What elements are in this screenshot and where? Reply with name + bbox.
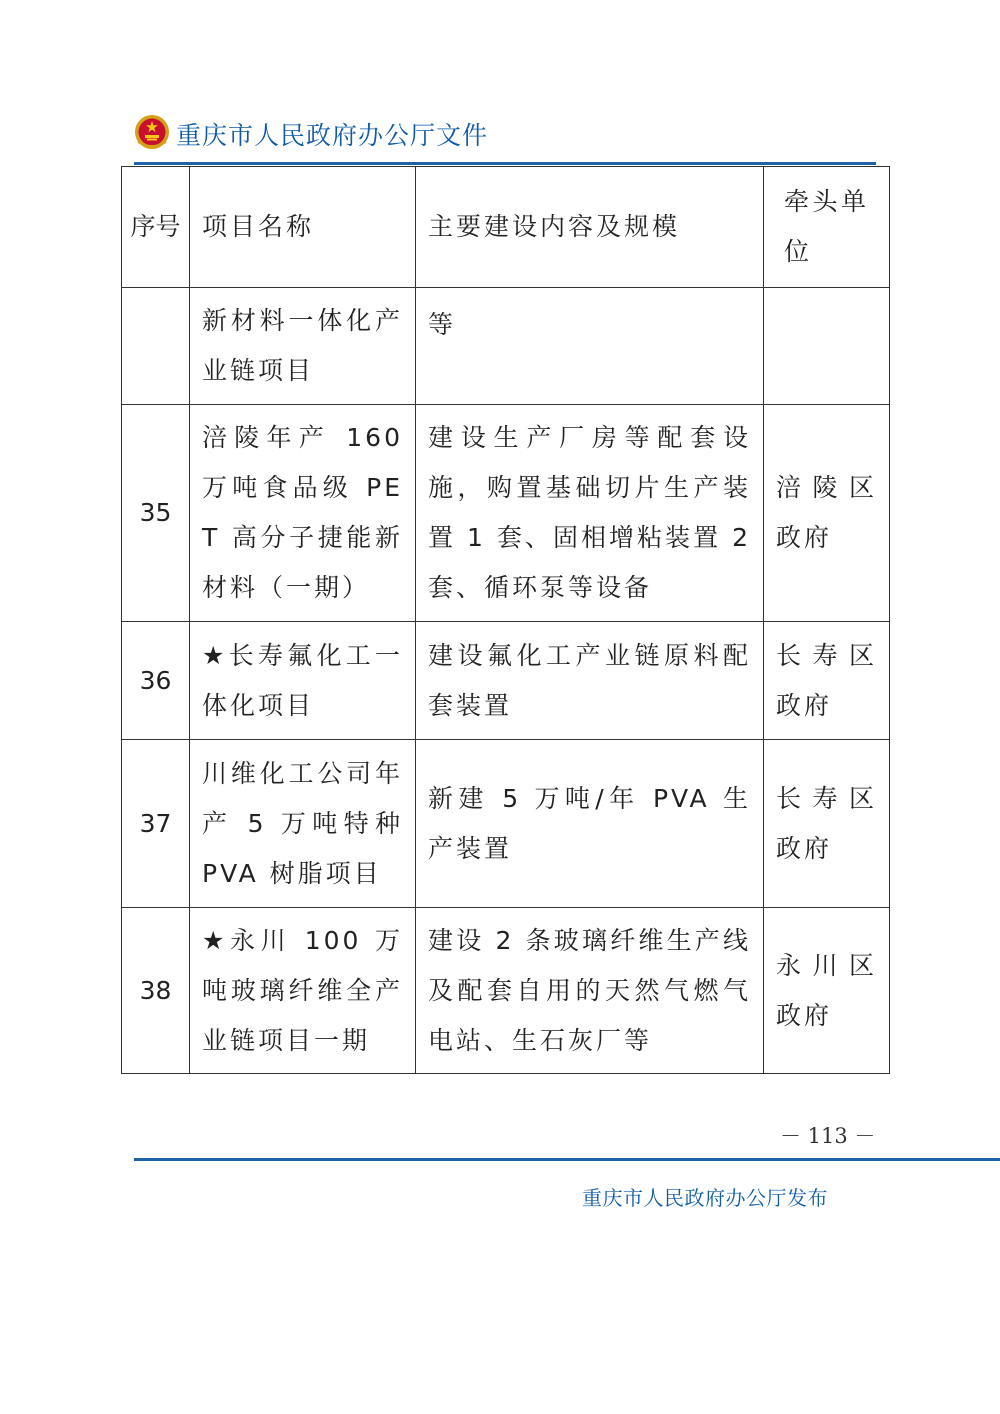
project-table <box>121 166 890 1074</box>
cell-unit: 长寿区政府 <box>764 740 890 908</box>
header-divider <box>134 162 876 165</box>
col-header-unit: 牵头单位 <box>764 167 890 288</box>
col-header-content: 主要建设内容及规模 <box>416 167 764 288</box>
cell-name: ★长寿氟化工一体化项目 <box>190 622 416 740</box>
document-header <box>134 112 894 152</box>
cell-name: 川维化工公司年产 5 万吨特种 PVA 树脂项目 <box>190 740 416 908</box>
cell-no <box>122 288 190 405</box>
cell-unit: 涪陵区政府 <box>764 405 890 622</box>
cell-name: 新材料一体化产业链项目 <box>190 288 416 405</box>
table-row <box>122 908 890 1074</box>
cell-no: 38 <box>122 908 190 1074</box>
cell-content: 新建 5 万吨/年 PVA 生产装置 <box>416 740 764 908</box>
cell-content: 建设生产厂房等配套设施，购置基础切片生产装置 1 套、固相增粘装置 2 套、循环泵等设备 <box>416 405 764 622</box>
cell-unit: 长寿区政府 <box>764 622 890 740</box>
cell-no: 36 <box>122 622 190 740</box>
table-row <box>122 740 890 908</box>
cell-unit <box>764 288 890 405</box>
table-row <box>122 288 890 405</box>
page-number: － 113 － <box>780 1124 876 1148</box>
footer-divider <box>134 1158 1000 1161</box>
cell-unit: 永川区政府 <box>764 908 890 1074</box>
table-header-row <box>122 167 890 288</box>
table-row <box>122 622 890 740</box>
cell-content: 等 <box>416 288 764 405</box>
cell-content: 建设 2 条玻璃纤维生产线及配套自用的天然气燃气电站、生石灰厂等 <box>416 908 764 1074</box>
cell-no: 37 <box>122 740 190 908</box>
cell-name: 涪陵年产 160 万吨食品级 PET 高分子捷能新材料（一期） <box>190 405 416 622</box>
cell-name: ★永川 100 万吨玻璃纤维全产业链项目一期 <box>190 908 416 1074</box>
col-header-no: 序号 <box>122 167 190 288</box>
national-emblem-icon <box>134 114 170 150</box>
header-title: 重庆市人民政府办公厅文件 <box>176 121 489 150</box>
footer-publisher: 重庆市人民政府办公厅发布 <box>582 1186 828 1210</box>
cell-no: 35 <box>122 405 190 622</box>
col-header-name: 项目名称 <box>190 167 416 288</box>
table-row <box>122 405 890 622</box>
cell-content: 建设氟化工产业链原料配套装置 <box>416 622 764 740</box>
